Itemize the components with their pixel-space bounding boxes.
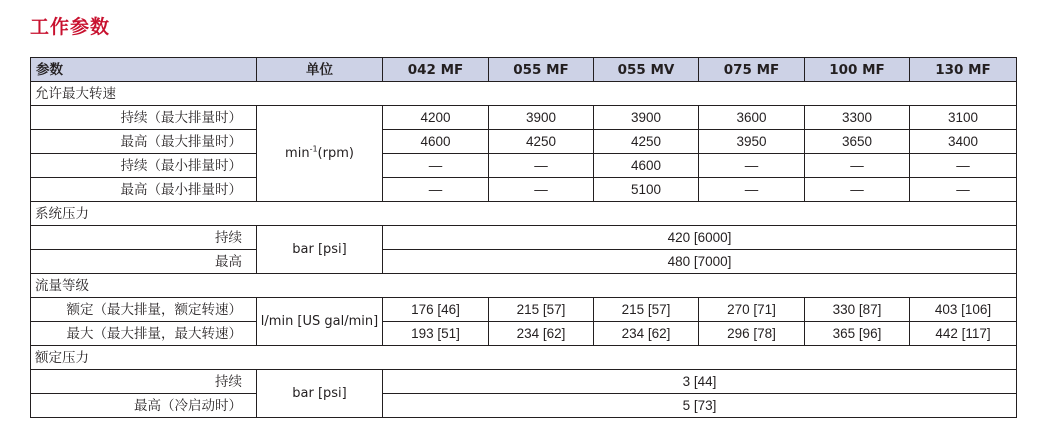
header-parameter: 参数 [31,58,257,82]
table-cell: 4250 [489,130,594,154]
section-header-row [31,82,1017,106]
unit-superscript: -1 [309,144,318,154]
table-cell: — [383,178,489,202]
table-cell-merged: 420 [6000] [383,226,1017,250]
table-cell: — [383,154,489,178]
table-row [31,370,1017,394]
row-label: 持续（最小排量时） [31,154,257,178]
table-row [31,250,1017,274]
table-cell: 3950 [699,130,805,154]
table-row [31,178,1017,202]
section-header-row [31,202,1017,226]
operating-parameters-table [30,57,1017,418]
table-cell: 403 [106] [910,298,1017,322]
table-cell-merged: 3 [44] [383,370,1017,394]
table-row [31,130,1017,154]
table-cell: 4600 [383,130,489,154]
unit-cell-rpm [257,106,383,202]
unit-cell: bar [psi] [257,370,383,418]
section-title-max-speed: 允许最大转速 [31,82,1017,106]
table-cell: 215 [57] [489,298,594,322]
table-cell: 3900 [594,106,699,130]
header-055mf: 055 MF [489,58,594,82]
table-row [31,322,1017,346]
section-header-row [31,346,1017,370]
header-130mf: 130 MF [910,58,1017,82]
header-100mf: 100 MF [805,58,910,82]
table-row [31,154,1017,178]
table-cell: 3900 [489,106,594,130]
table-row [31,106,1017,130]
section-title-system-pressure: 系统压力 [31,202,1017,226]
table-cell: 442 [117] [910,322,1017,346]
table-row [31,298,1017,322]
table-cell: — [699,178,805,202]
table-cell: 3300 [805,106,910,130]
table-cell: 3400 [910,130,1017,154]
table-header-row [31,58,1017,82]
row-label: 额定（最大排量，额定转速） [31,298,257,322]
header-042mf: 042 MF [383,58,489,82]
row-label: 最高（最小排量时） [31,178,257,202]
table-cell: 4200 [383,106,489,130]
table-cell: 296 [78] [699,322,805,346]
header-unit: 单位 [257,58,383,82]
row-label: 最高（最大排量时） [31,130,257,154]
table-cell: 3650 [805,130,910,154]
table-cell: — [699,154,805,178]
section-title-flow-rating: 流量等级 [31,274,1017,298]
row-label: 持续 [31,226,257,250]
section-header-row [31,274,1017,298]
header-055mv: 055 MV [594,58,699,82]
unit-base: min [285,145,310,161]
table-cell: 3100 [910,106,1017,130]
header-075mf: 075 MF [699,58,805,82]
row-label: 持续 [31,370,257,394]
table-cell: — [910,178,1017,202]
page-title: 工作参数 [30,16,111,38]
row-label: 最高（冷启动时） [31,394,257,418]
table-cell: 234 [62] [489,322,594,346]
table-cell-merged: 480 [7000] [383,250,1017,274]
table-cell: 176 [46] [383,298,489,322]
table-cell: 5100 [594,178,699,202]
row-label: 最高 [31,250,257,274]
table-row [31,226,1017,250]
table-cell: — [805,178,910,202]
table-cell: 330 [87] [805,298,910,322]
table-cell: — [489,178,594,202]
table-cell: — [489,154,594,178]
table-cell-merged: 5 [73] [383,394,1017,418]
table-cell: 234 [62] [594,322,699,346]
table-cell: 215 [57] [594,298,699,322]
table-cell: 4600 [594,154,699,178]
unit-cell: bar [psi] [257,226,383,274]
table-cell: 193 [51] [383,322,489,346]
unit-suffix: (rpm) [317,145,354,161]
table-cell: 4250 [594,130,699,154]
row-label: 持续（最大排量时） [31,106,257,130]
table-cell: 365 [96] [805,322,910,346]
section-title-rated-pressure: 额定压力 [31,346,1017,370]
row-label: 最大（最大排量，最大转速） [31,322,257,346]
table-row [31,394,1017,418]
table-cell: 270 [71] [699,298,805,322]
table-cell: — [805,154,910,178]
table-cell: — [910,154,1017,178]
table-cell: 3600 [699,106,805,130]
unit-cell: l/min [US gal/min] [257,298,383,346]
